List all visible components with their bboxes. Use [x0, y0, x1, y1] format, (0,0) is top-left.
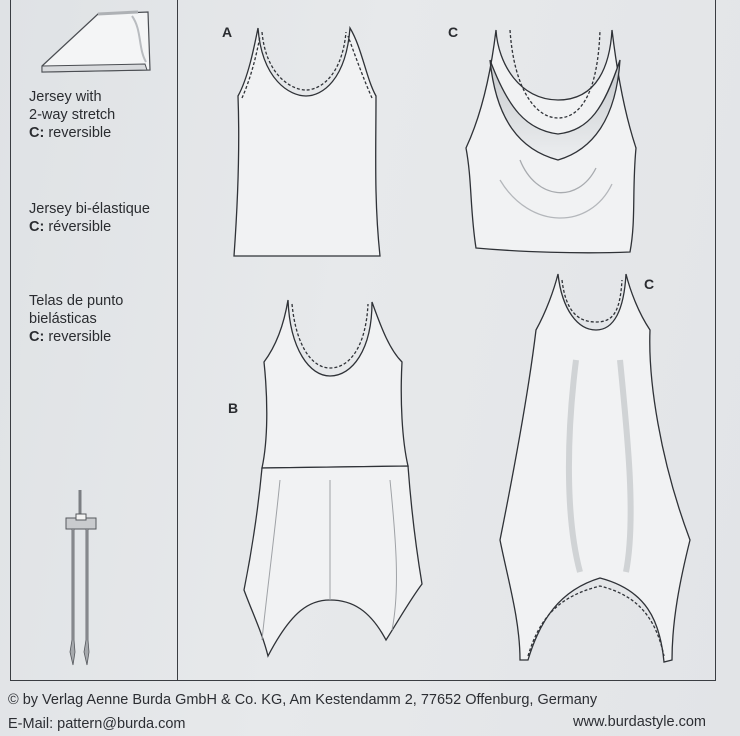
website-link[interactable]: www.burdastyle.com [573, 714, 706, 730]
option-text: reversible [44, 329, 112, 345]
option-prefix: C: [29, 125, 45, 141]
email-line[interactable]: E-Mail: pattern@burda.com [8, 716, 186, 732]
fabric-line: Jersey bi-élastique [29, 201, 150, 217]
copyright-line: © by Verlag Aenne Burda GmbH & Co. KG, Am Kestendamm 2, 77652 Offenburg, Germany [8, 692, 598, 708]
option-prefix: C: [29, 219, 45, 235]
fabric-line: 2-way stretch [29, 107, 116, 123]
option-text: réversible [44, 219, 112, 235]
view-c-draped-top [466, 30, 636, 253]
view-label-c-top: C [448, 24, 459, 40]
view-a-tank-top [234, 28, 380, 256]
fabric-line: Jersey with [29, 89, 102, 105]
fabric-line: Telas de punto [29, 293, 124, 309]
fabric-line: bielásticas [29, 311, 97, 327]
view-label-c-dress: C [644, 276, 655, 292]
option-prefix: C: [29, 329, 45, 345]
view-label-a: A [222, 24, 233, 40]
view-b-handkerchief-top [244, 300, 422, 656]
view-label-b: B [228, 400, 239, 416]
option-text: reversible [44, 125, 112, 141]
view-c-harem-dress [500, 274, 690, 662]
